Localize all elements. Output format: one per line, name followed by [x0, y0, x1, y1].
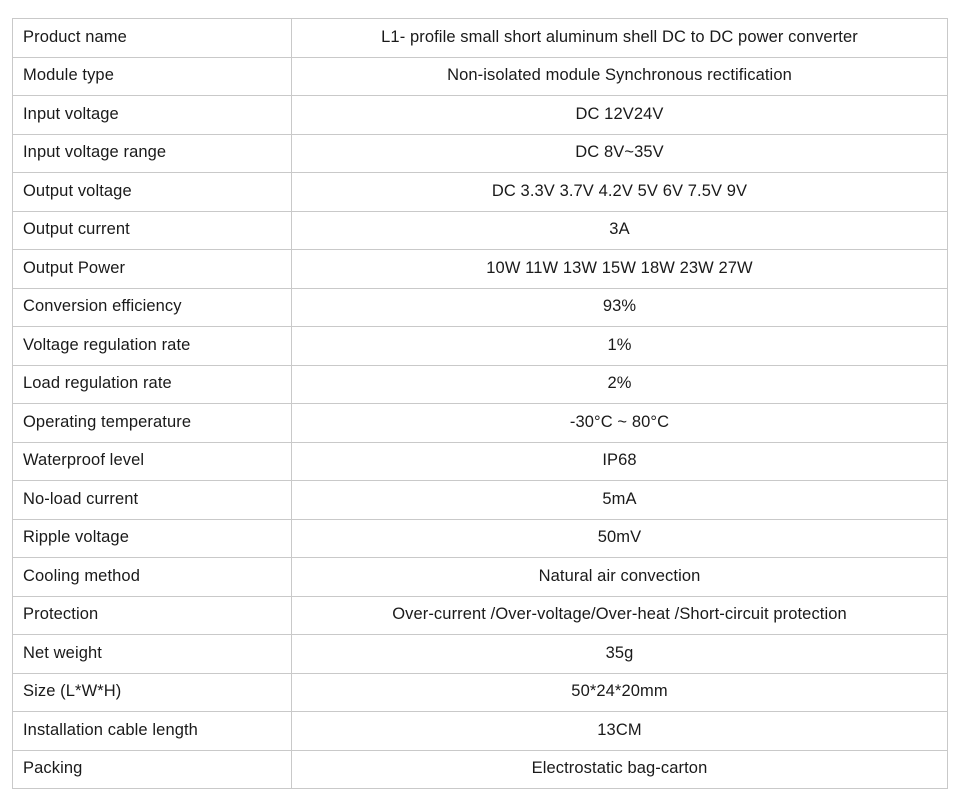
table-row — [13, 288, 948, 327]
spec-value: 2% — [292, 365, 948, 404]
spec-label: Ripple voltage — [13, 519, 292, 558]
spec-label: Voltage regulation rate — [13, 327, 292, 366]
spec-label: Packing — [13, 750, 292, 789]
table-row — [13, 404, 948, 443]
table-row — [13, 481, 948, 520]
table-row — [13, 442, 948, 481]
spec-value: 50*24*20mm — [292, 673, 948, 712]
table-row — [13, 211, 948, 250]
table-row — [13, 635, 948, 674]
table-row — [13, 19, 948, 58]
spec-label: Output voltage — [13, 173, 292, 212]
spec-label: Installation cable length — [13, 712, 292, 751]
table-row — [13, 327, 948, 366]
spec-value: Over-current /Over-voltage/Over-heat /Short-circuit protection — [292, 596, 948, 635]
spec-value: -30°C ~ 80°C — [292, 404, 948, 443]
spec-label: Load regulation rate — [13, 365, 292, 404]
spec-label: Operating temperature — [13, 404, 292, 443]
table-row — [13, 750, 948, 789]
spec-value: 3A — [292, 211, 948, 250]
table-row — [13, 96, 948, 135]
spec-value: L1- profile small short aluminum shell DC to DC power converter — [292, 19, 948, 58]
spec-value: 13CM — [292, 712, 948, 751]
specification-table — [12, 18, 948, 789]
table-row — [13, 173, 948, 212]
spec-label: Module type — [13, 57, 292, 96]
spec-value: 10W 11W 13W 15W 18W 23W 27W — [292, 250, 948, 289]
spec-label: Input voltage range — [13, 134, 292, 173]
table-row — [13, 558, 948, 597]
table-row — [13, 57, 948, 96]
table-row — [13, 596, 948, 635]
spec-label: Size (L*W*H) — [13, 673, 292, 712]
spec-label: Conversion efficiency — [13, 288, 292, 327]
spec-label: Waterproof level — [13, 442, 292, 481]
table-body — [13, 19, 948, 789]
table-row — [13, 250, 948, 289]
spec-label: Protection — [13, 596, 292, 635]
spec-value: DC 3.3V 3.7V 4.2V 5V 6V 7.5V 9V — [292, 173, 948, 212]
spec-label: Net weight — [13, 635, 292, 674]
spec-label: Output Power — [13, 250, 292, 289]
spec-label: Product name — [13, 19, 292, 58]
spec-label: Input voltage — [13, 96, 292, 135]
table-row — [13, 712, 948, 751]
spec-value: Electrostatic bag-carton — [292, 750, 948, 789]
spec-label: Cooling method — [13, 558, 292, 597]
table-row — [13, 365, 948, 404]
table-row — [13, 673, 948, 712]
spec-value: 1% — [292, 327, 948, 366]
spec-value: DC 12V24V — [292, 96, 948, 135]
spec-label: No-load current — [13, 481, 292, 520]
table-row — [13, 134, 948, 173]
spec-value: Natural air convection — [292, 558, 948, 597]
spec-value: 35g — [292, 635, 948, 674]
spec-value: 93% — [292, 288, 948, 327]
spec-label: Output current — [13, 211, 292, 250]
spec-value: 5mA — [292, 481, 948, 520]
spec-value: Non-isolated module Synchronous rectification — [292, 57, 948, 96]
spec-value: DC 8V~35V — [292, 134, 948, 173]
table-row — [13, 519, 948, 558]
spec-value: 50mV — [292, 519, 948, 558]
spec-value: IP68 — [292, 442, 948, 481]
